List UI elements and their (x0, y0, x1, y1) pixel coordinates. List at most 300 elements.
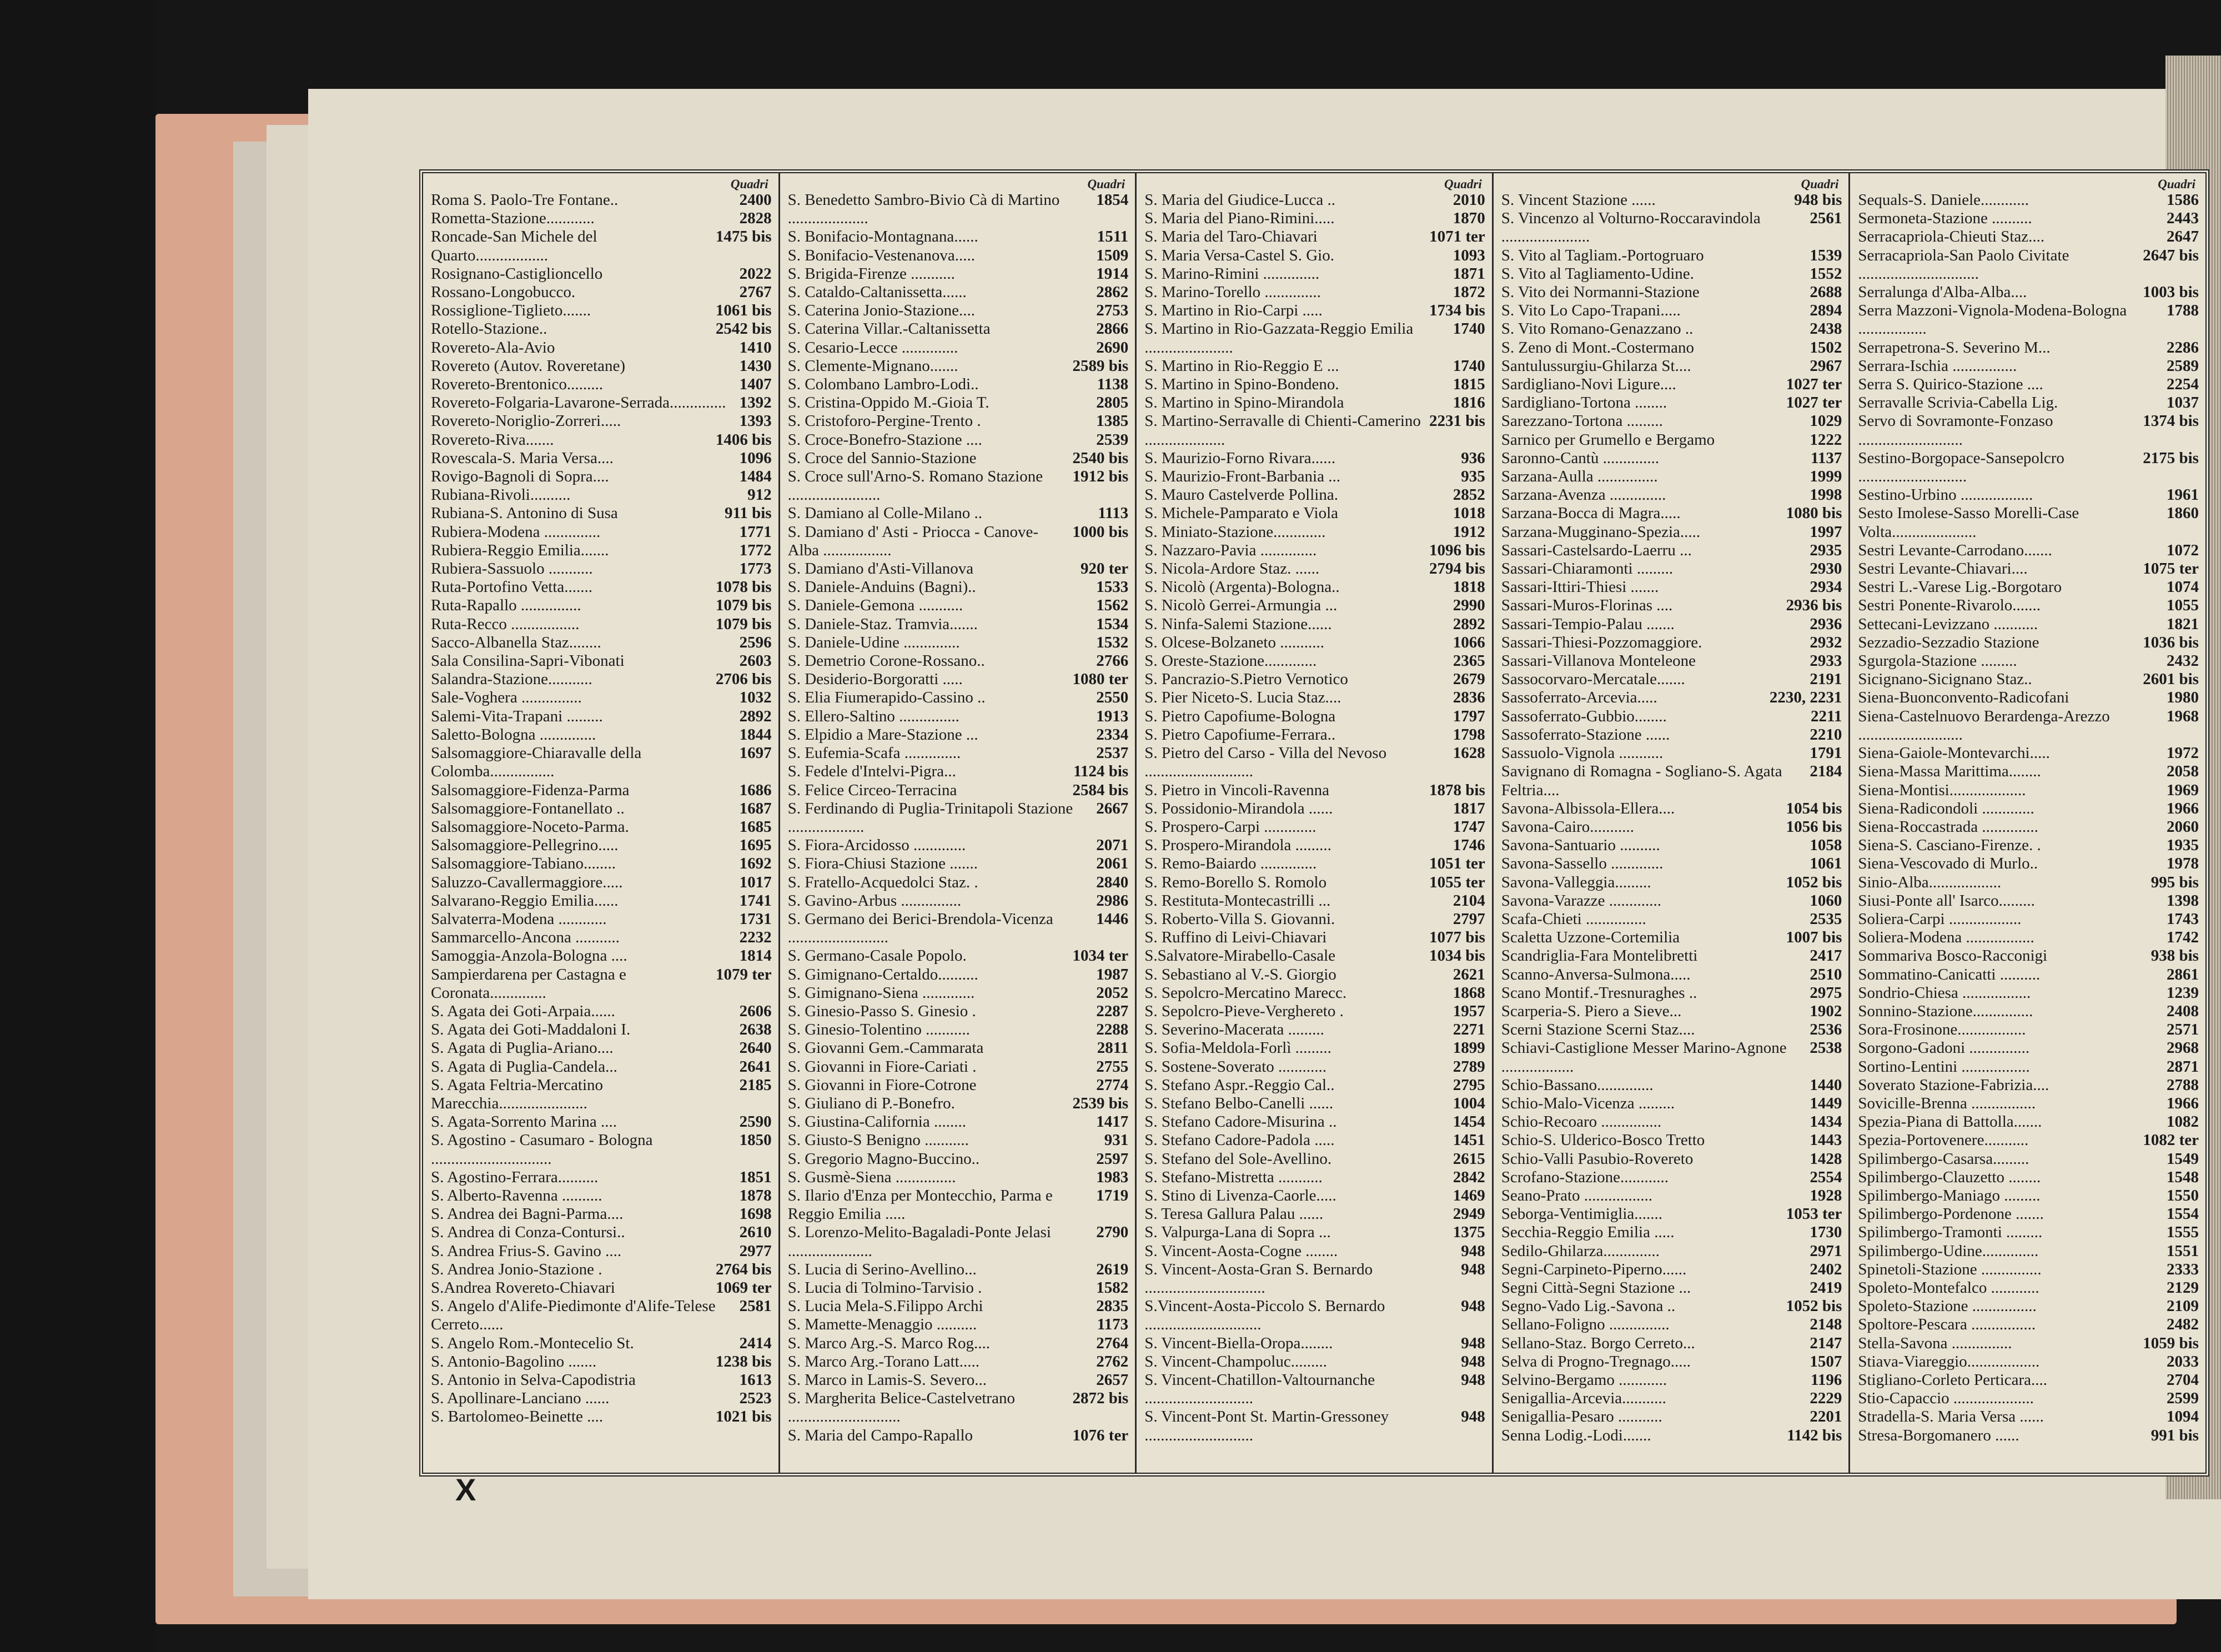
index-entry (1501, 1371, 1842, 1389)
index-entry (1858, 1039, 2199, 1057)
quadro-number: 1912 bis (1069, 468, 1128, 486)
route-name: Sicignano-Sicignano Staz.. (1858, 670, 2032, 689)
quadro-number: 1928 (1806, 1187, 1842, 1205)
index-entry (431, 1242, 772, 1261)
index-entry (1858, 596, 2199, 615)
index-entry (1501, 247, 1842, 265)
quadro-number: 1511 (1094, 228, 1128, 246)
index-entry (431, 1297, 772, 1334)
quadro-number: 2601 bis (2139, 670, 2199, 689)
quadro-number: 1124 bis (1070, 762, 1128, 781)
route-name: S. Roberto-Villa S. Giovanni. (1144, 910, 1335, 928)
index-entry (1858, 228, 2199, 246)
route-name: Stradella-S. Maria Versa ...... (1858, 1408, 2044, 1426)
index-entry (431, 1261, 772, 1279)
route-name: Servo di Sovramonte-Fonzaso .......................... (1858, 412, 2053, 449)
index-entry (1144, 1076, 1485, 1094)
index-entry (1501, 744, 1842, 762)
index-entry (1858, 966, 2199, 984)
route-name: Sassari-Thiesi-Pozzomaggiore. (1501, 633, 1702, 651)
index-entry (1144, 228, 1485, 246)
route-name: Sacco-Albanella Staz........ (431, 633, 601, 651)
route-name: S. Andrea di Conza-Contursi.. (431, 1223, 625, 1242)
route-name: Segni Città-Segni Stazione ... (1501, 1278, 1691, 1297)
route-name: Segni-Carpineto-Piperno...... (1501, 1260, 1687, 1278)
index-entry (1501, 1168, 1842, 1187)
quadro-number: 2603 (736, 652, 772, 670)
route-name: Sarzana-Aulla ............... (1501, 468, 1658, 486)
quadro-number: 2232 (736, 928, 772, 947)
route-name: Sinio-Alba.................. (1858, 873, 2002, 891)
route-name: S. Colombano Lambro-Lodi.. (787, 375, 979, 394)
quadro-number: 948 bis (1791, 191, 1842, 209)
route-name: Sarnico per Grumello e Bergamo (1501, 430, 1715, 449)
quadro-number: 2104 (1450, 892, 1485, 910)
route-name: Schio-Malo-Vicenza ......... (1501, 1094, 1675, 1112)
quadro-number: 1968 (2163, 707, 2199, 726)
route-name: S. Severino-Macerata ......... (1144, 1021, 1324, 1039)
route-name: Sommatino-Canicatti .......... (1858, 965, 2041, 983)
quadro-number: 2540 bis (1069, 449, 1128, 468)
index-entry (788, 1389, 1129, 1426)
quadro-number: 1222 (1806, 431, 1842, 449)
index-entry (431, 1371, 772, 1389)
quadro-number: 1695 (736, 836, 772, 855)
index-entry (788, 1039, 1129, 1057)
index-entry (431, 1113, 772, 1131)
index-entry (1144, 1131, 1485, 1149)
index-entry (431, 560, 772, 578)
quadro-number: 2977 (736, 1242, 772, 1261)
index-entry (788, 468, 1129, 504)
quadro-number: 2061 (1093, 855, 1128, 873)
index-entry (1501, 302, 1842, 320)
route-name: Rubiana-Rivoli.......... (431, 486, 571, 504)
route-name: S. Martino-Serravalle di Chienti-Camerino .................... (1144, 412, 1421, 449)
index-entry (1858, 578, 2199, 596)
index-entry (788, 1223, 1129, 1260)
quadro-number: 2287 (1093, 1002, 1128, 1021)
route-name: Rometta-Stazione............ (431, 209, 595, 228)
quadro-number: 1539 (1806, 247, 1842, 265)
index-entry (431, 947, 772, 965)
index-entry (788, 228, 1129, 246)
index-entry (431, 596, 772, 615)
route-name: S. Fiora-Arcidosso ............. (787, 836, 966, 855)
quadro-number: 948 (1458, 1242, 1485, 1261)
index-entry (431, 892, 772, 910)
index-entry (1144, 1334, 1485, 1353)
quadro-number: 1685 (736, 818, 772, 836)
route-name: Siena-S. Casciano-Firenze. . (1858, 836, 2041, 855)
route-name: S. Cristina-Oppido M.-Gioia T. (787, 394, 989, 412)
quadro-number: 1071 ter (1426, 228, 1485, 246)
quadro-number: 2010 (1450, 191, 1485, 209)
quadro-number: 1392 (736, 394, 772, 412)
route-name: S. Brigida-Firenze ........... (787, 264, 955, 283)
route-name: Sassoferrato-Gubbio........ (1501, 707, 1667, 725)
index-entry (788, 1261, 1129, 1279)
index-entry (1858, 781, 2199, 800)
route-name: Sonnino-Stazione............... (1858, 1002, 2033, 1020)
route-name: S. Pancrazio-S.Pietro Vernotico (1144, 670, 1348, 689)
quadro-number: 1052 bis (1783, 873, 1842, 892)
quadro-number: 2596 (736, 634, 772, 652)
quadro-number: 2606 (736, 1002, 772, 1021)
quadro-number: 1554 (2163, 1205, 2199, 1223)
index-entry (1144, 247, 1485, 265)
quadro-number: 1697 (736, 744, 772, 762)
route-name: Sassuolo-Vignola ........... (1501, 744, 1664, 762)
quadro-number: 1966 (2163, 800, 2199, 818)
route-name: S. Lucia di Tolmino-Tarvisio . (787, 1278, 982, 1297)
index-entry (1144, 449, 1485, 468)
index-entry (1858, 1113, 2199, 1131)
route-name: Sermoneta-Stazione .......... (1858, 209, 2032, 228)
route-name: Ruta-Portofino Vetta....... (431, 578, 593, 596)
index-entry (431, 302, 772, 320)
index-entry (1144, 596, 1485, 615)
route-name: S. Maria Versa-Castel S. Gio. (1144, 246, 1334, 264)
index-column-5 (1848, 173, 2205, 1473)
route-name: S. Alberto-Ravenna .......... (431, 1186, 602, 1204)
index-entry (431, 1334, 772, 1353)
route-name: S. Giustina-California ........ (787, 1113, 966, 1131)
route-name: Rovereto-Noriglio-Zorreri..... (431, 412, 621, 430)
route-name: S. Maria del Taro-Chiavari (1144, 228, 1318, 246)
route-name: S. Daniele-Staz. Tramvia....... (787, 615, 978, 633)
quadro-number: 1051 ter (1426, 855, 1485, 873)
route-name: Spoltore-Pescara ................ (1858, 1315, 2036, 1334)
route-name: S. Damiano al Colle-Milano .. (787, 504, 982, 523)
route-name: S. Croce-Bonefro-Stazione .... (787, 430, 982, 449)
route-name: S. Elia Fiumerapido-Cassino .. (787, 689, 986, 707)
route-name: Sassari-Castelsardo-Laerru ... (1501, 541, 1692, 559)
quadro-number: 1998 (1806, 486, 1842, 504)
route-name: Savona-Cairo........... (1501, 817, 1634, 836)
route-name: Selvino-Bergamo ............ (1501, 1371, 1667, 1389)
quadro-number: 1741 (736, 892, 772, 910)
route-name: Serralunga d'Alba-Alba.... (1858, 283, 2027, 302)
route-name: S. Vincent-Chatillon-Valtournanche ........................... (1144, 1371, 1375, 1408)
index-entry (1501, 523, 1842, 541)
route-name: Sarezzano-Tortona ......... (1501, 412, 1663, 430)
index-entry (1858, 1131, 2199, 1149)
route-name: Salsomaggiore-Fidenza-Parma (431, 781, 630, 799)
quadro-number: 2936 (1806, 615, 1842, 634)
index-entry (431, 541, 772, 560)
route-name: Scrofano-Stazione............ (1501, 1168, 1669, 1186)
index-entry (1144, 209, 1485, 228)
index-entry (788, 781, 1129, 800)
route-name: Stiava-Viareggio.................. (1858, 1352, 2040, 1370)
index-entry (788, 1131, 1129, 1149)
index-entry (431, 744, 772, 781)
index-entry (1501, 1408, 1842, 1426)
column-header: Quadri (730, 177, 768, 191)
route-name: Sassari-Tempio-Palau ....... (1501, 615, 1675, 633)
quadro-number: 2109 (2163, 1297, 2199, 1315)
route-name: Schio-S. Ulderico-Bosco Tretto (1501, 1131, 1705, 1149)
route-name: S. Giusto-S Benigno ........... (787, 1131, 969, 1149)
index-entry (788, 1021, 1129, 1039)
index-entry (788, 247, 1129, 265)
index-entry (1501, 928, 1842, 947)
quadro-number: 2536 (1806, 1021, 1842, 1039)
route-name: Sezzadio-Sezzadio Stazione (1858, 633, 2039, 651)
index-entry (1144, 1371, 1485, 1408)
index-entry (431, 394, 772, 412)
route-name: Settecani-Levizzano ........... (1858, 615, 2038, 633)
index-entry (431, 1076, 772, 1113)
route-name: S. Martino in Rio-Reggio E ... (1144, 356, 1339, 375)
route-name: S. Ilario d'Enza per Montecchio, Parma e Reggio Emilia ..... (787, 1186, 1053, 1223)
quadro-number: 948 (1458, 1371, 1485, 1389)
index-entry (1858, 892, 2199, 910)
route-name: Serra Mazzoni-Vignola-Modena-Bologna ................. (1858, 302, 2127, 338)
quadro-number: 912 (744, 486, 772, 504)
index-entry (1501, 1002, 1842, 1021)
index-entry (1501, 265, 1842, 283)
route-name: S. Vito dei Normanni-Stazione (1501, 283, 1700, 302)
index-entry (1858, 652, 2199, 670)
index-entry (1858, 1205, 2199, 1223)
quadro-number: 2211 (1807, 707, 1842, 726)
index-entry (431, 1039, 772, 1057)
quadro-number: 1096 bis (1426, 541, 1485, 560)
index-entry (1144, 504, 1485, 523)
route-name: Soliera-Carpi .................. (1858, 910, 2022, 928)
route-name: S. Gregorio Magno-Buccino.. (787, 1149, 980, 1168)
index-entry (1858, 1223, 2199, 1242)
index-entry (1858, 689, 2199, 707)
quadro-number: 1034 bis (1426, 947, 1485, 965)
route-name: Secchia-Reggio Emilia ..... (1501, 1223, 1675, 1242)
route-name: Savona-Varazze ............. (1501, 891, 1662, 910)
quadro-number: 1138 (1094, 375, 1128, 394)
route-name: S. Remo-Baiardo .............. (1144, 855, 1317, 873)
route-name: Rovereto-Ala-Avio (431, 338, 555, 356)
quadro-number: 2967 (1806, 357, 1842, 375)
quadro-number: 2871 (2163, 1058, 2199, 1076)
index-entry (788, 578, 1129, 596)
route-name: S. Agata-Sorrento Marina .... (431, 1113, 617, 1131)
index-entry (1501, 873, 1842, 892)
quadro-number: 948 (1458, 1353, 1485, 1371)
route-name: Sassari-Villanova Monteleone (1501, 652, 1696, 670)
index-entry (788, 855, 1129, 873)
index-entry (431, 855, 772, 873)
quadro-number: 2892 (736, 707, 772, 726)
index-entry (1144, 947, 1485, 965)
route-name: S. Pietro del Carso - Villa del Nevoso ........................... (1144, 744, 1387, 781)
quadro-number: 1613 (736, 1371, 772, 1389)
index-entry (1858, 1058, 2199, 1076)
route-name: S. Sofia-Meldola-Forlì ......... (1144, 1039, 1331, 1057)
route-name: S. Maria del Piano-Rimini..... (1144, 209, 1335, 228)
route-name: Scafa-Chieti ............... (1501, 910, 1646, 928)
index-entry (788, 449, 1129, 468)
quadro-number: 1797 (1450, 707, 1485, 726)
route-name: Sardigliano-Tortona ........ (1501, 394, 1667, 412)
route-name: Sovicille-Brenna ................ (1858, 1094, 2036, 1112)
index-entry (1501, 449, 1842, 468)
index-entry (1144, 984, 1485, 1002)
quadro-number: 1509 (1093, 247, 1128, 265)
quadro-number: 2647 (2163, 228, 2199, 246)
index-entry (788, 375, 1129, 394)
route-name: S. Ellero-Saltino ............... (787, 707, 959, 725)
index-entry (1501, 1113, 1842, 1131)
route-name: S. Restituta-Montecastrilli ... (1144, 891, 1331, 910)
index-entry (431, 1168, 772, 1187)
quadro-number: 1434 (1806, 1113, 1842, 1131)
quadro-number: 911 bis (721, 504, 772, 523)
route-name: S. Agata di Puglia-Ariano.... (431, 1039, 614, 1057)
route-name: Sampierdarena per Castagna e Coronata.............. (431, 965, 626, 1002)
route-name: Spilimbergo-Casarsa......... (1858, 1149, 2029, 1168)
quadro-number: 2935 (1806, 541, 1842, 560)
quadro-number: 2129 (2163, 1279, 2199, 1297)
quadro-number: 1878 (736, 1187, 772, 1205)
quadro-number: 1550 (2163, 1187, 2199, 1205)
route-name: Salvarano-Reggio Emilia...... (431, 891, 619, 910)
route-name: S. Mamette-Menaggio .......... (787, 1315, 977, 1334)
index-entry (1858, 1076, 2199, 1094)
quadro-number: 1868 (1450, 984, 1485, 1002)
index-entry (1858, 615, 2199, 634)
index-entry (788, 652, 1129, 670)
route-name: S. Stefano Cadore-Misurina .. (1144, 1113, 1337, 1131)
route-name: S. Vincent-Aosta-Cogne ........ (1144, 1242, 1338, 1260)
route-name: Schio-Valli Pasubio-Rovereto (1501, 1149, 1694, 1168)
quadro-number: 1080 ter (1069, 670, 1129, 689)
quadro-number: 2400 (736, 191, 772, 209)
quadro-number: 1374 bis (2139, 412, 2199, 430)
route-name: S. Ginesio-Passo S. Ginesio . (787, 1002, 976, 1020)
quadro-number: 2286 (2163, 339, 2199, 357)
index-entry (1858, 1353, 2199, 1371)
route-name: Sesto Imolese-Sasso Morelli-Case Volta..................... (1858, 504, 2079, 541)
quadro-number: 1072 (2163, 541, 2199, 560)
quadro-number: 2767 (736, 283, 772, 302)
route-name: Senigallia-Pesaro ........... (1501, 1408, 1662, 1426)
route-name: Scarperia-S. Piero a Sieve... (1501, 1002, 1682, 1020)
index-entry (1144, 191, 1485, 209)
route-name: S. Nazzaro-Pavia .............. (1144, 541, 1317, 559)
route-name: S. Giovanni in Fiore-Cotrone (787, 1076, 977, 1094)
quadro-number: 2621 (1450, 966, 1485, 984)
index-entry (1501, 283, 1842, 302)
quadro-number: 991 bis (2148, 1427, 2199, 1445)
index-entry (788, 1279, 1129, 1297)
route-name: S. Martino in Rio-Carpi ..... (1144, 302, 1323, 320)
index-entry (1858, 818, 2199, 836)
quadro-number: 2930 (1806, 560, 1842, 578)
route-name: S. Nicolò Gerrei-Armungia ... (1144, 596, 1338, 615)
route-name: Sassoferrato-Arcevia..... (1501, 689, 1657, 707)
quadro-number: 1746 (1450, 836, 1485, 855)
index-entry (1144, 320, 1485, 356)
quadro-number: 1551 (2163, 1242, 2199, 1261)
route-name: Scandriglia-Fara Montelibretti (1501, 947, 1698, 965)
quadro-number: 2561 (1806, 209, 1842, 228)
index-entry (1501, 596, 1842, 615)
index-entry (788, 726, 1129, 744)
quadro-number: 1533 (1093, 578, 1128, 596)
route-name: Santulussurgiu-Ghilarza St.... (1501, 356, 1691, 375)
background-dark (0, 0, 155, 1652)
quadro-number: 2417 (1806, 947, 1842, 965)
quadro-number: 2861 (2163, 966, 2199, 984)
index-entry (1501, 1297, 1842, 1315)
column-header: Quadri (1801, 177, 1839, 191)
route-name: S. Ninfa-Salemi Stazione...... (1144, 615, 1332, 633)
quadro-number: 2934 (1806, 578, 1842, 596)
route-name: S. Vito al Tagliam.-Portogruaro (1501, 246, 1704, 264)
quadro-number: 2542 bis (712, 320, 772, 338)
route-name: S. Maurizio-Forno Rivara...... (1144, 449, 1336, 467)
route-name: Soliera-Modena ................. (1858, 928, 2034, 947)
quadro-number: 1034 ter (1069, 947, 1129, 965)
column-header: Quadri (2158, 177, 2195, 191)
route-name: S. Stefano del Sole-Avellino. (1144, 1149, 1332, 1168)
index-entry (1144, 781, 1485, 800)
route-name: S. Gimignano-Siena ............. (787, 983, 975, 1002)
index-entry (1858, 744, 2199, 762)
index-entry (1144, 394, 1485, 412)
route-name: Siena-Buonconvento-Radicofani (1858, 689, 2069, 707)
index-entry (788, 320, 1129, 338)
route-name: Selva di Progno-Tregnago..... (1501, 1352, 1691, 1370)
route-name: S. Martino in Rio-Gazzata-Reggio Emilia ...................... (1144, 320, 1414, 356)
quadro-number: 2230, 2231 (1766, 689, 1842, 707)
route-name: Spilimbergo-Tramonti ......... (1858, 1223, 2043, 1242)
route-name: Stresa-Borgomanero ...... (1858, 1426, 2019, 1444)
route-name: Salsomaggiore-Pellegrino..... (431, 836, 619, 855)
route-name: Saletto-Bologna .............. (431, 725, 596, 744)
quadro-number: 2774 (1093, 1076, 1128, 1094)
route-name: Ruta-Rapallo ............... (431, 596, 581, 615)
quadro-number: 1475 bis (712, 228, 772, 246)
index-entry (1144, 283, 1485, 302)
index-entry (431, 781, 772, 800)
route-name: S. Nicola-Ardore Staz. ...... (1144, 560, 1320, 578)
quadro-number: 1060 (1806, 892, 1842, 910)
quadro-number: 2968 (2163, 1039, 2199, 1057)
index-entry (788, 670, 1129, 689)
quadro-number: 931 (1101, 1131, 1129, 1149)
quadro-number: 2852 (1450, 486, 1485, 504)
quadro-number: 1773 (736, 560, 772, 578)
quadro-number: 1692 (736, 855, 772, 873)
index-entry (1501, 1315, 1842, 1334)
index-entry (788, 910, 1129, 947)
route-name: S. Sebastiano al V.-S. Giorgio (1144, 965, 1336, 983)
route-name: Sassocorvaro-Mercatale....... (1501, 670, 1685, 689)
entry-list (1501, 191, 1842, 1445)
index-entry (1144, 1002, 1485, 1021)
route-name: Sestino-Borgopace-Sansepolcro ........................... (1858, 449, 2064, 486)
index-entry (431, 670, 772, 689)
index-entry (431, 928, 772, 947)
quadro-number: 2836 (1450, 689, 1485, 707)
quadro-number: 1096 (736, 449, 772, 468)
quadro-number: 1980 (2163, 689, 2199, 707)
quadro-number: 1771 (736, 523, 772, 541)
index-entry (1501, 468, 1842, 486)
quadro-number: 1094 (2163, 1408, 2199, 1426)
